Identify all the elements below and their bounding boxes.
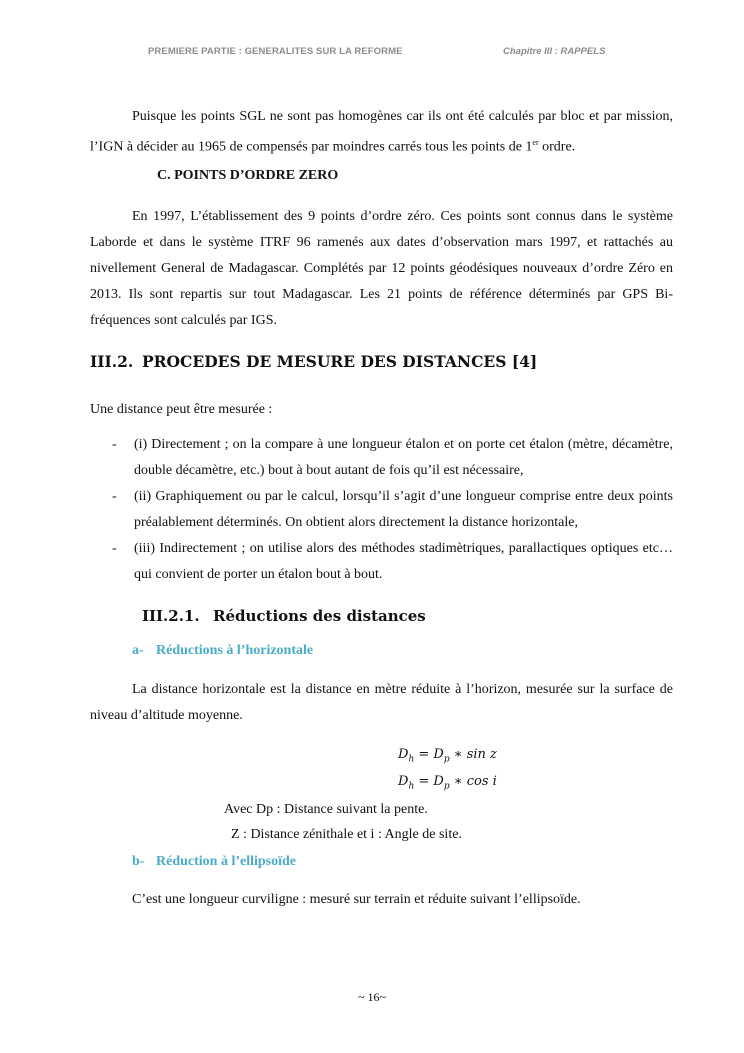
list-item <box>90 484 673 536</box>
formula-op: ∗ sin z <box>449 747 497 762</box>
measure-list <box>90 432 673 588</box>
subsection-a-heading <box>132 643 313 659</box>
intro-text: Puisque les points SGL ne sont pas homogènes car ils ont été calculés par bloc et par mission, l’IGN à décider au 1965 de compensés par moindres carrés tous les points de 1 <box>90 109 673 155</box>
intro-sup: er <box>532 138 539 147</box>
formula-op: ∗ cos i <box>449 774 497 789</box>
header-chapter: Chapitre III : RAPPELS <box>503 46 606 57</box>
formula-lhs: D <box>398 774 409 789</box>
section-3-2-number: III.2. <box>90 352 134 371</box>
section-3-2-lead: Une distance peut être mesurée : <box>90 402 273 417</box>
section-c-title: C. POINTS D’ORDRE ZERO <box>157 168 339 183</box>
list-dash: - <box>112 437 117 452</box>
list-dash: - <box>112 489 117 504</box>
formula-lhs-sub: h <box>408 781 415 792</box>
section-c-paragraph: En 1997, L’établissement des 9 points d’ordre zéro. Ces points sont connus dans le système Laborde et dans le système ITRF 96 ramenés aux dates d’observation mars 1997, et rattachés au nivellement General de Madagascar. Complétés par 12 points géodésiques nouveaux d’ordre Zéro en 2013. Ils sont repartis sur tout Madagascar. Les 21 points de référence déterminés par GPS Bi-fréquences sont calculés par IGS. <box>90 209 673 328</box>
section-3-2-heading <box>90 352 537 371</box>
section-3-2-title: PROCEDES DE MESURE DES DISTANCES [4] <box>142 352 538 371</box>
list-item-text: (ii) Graphiquement ou par le calcul, lorsqu’il s’agit d’une longueur comprise entre deux points préalablement déterminés. On obtient alors directement la distance horizontale, <box>134 489 673 530</box>
formula-rhs: D <box>433 774 444 789</box>
formula-sin <box>398 747 497 765</box>
subsection-b-heading <box>132 854 296 870</box>
subsection-a-title: Réductions à l’horizontale <box>156 643 314 658</box>
page-number: ~ 16~ <box>358 990 386 1004</box>
list-item <box>90 536 673 588</box>
subsection-b-label: b- <box>132 854 145 869</box>
formula-eq: = <box>414 747 434 762</box>
page-header <box>0 46 744 60</box>
formula-cos <box>398 774 497 792</box>
formula-rhs-sub: p <box>443 781 450 792</box>
formula-rhs-sub: p <box>443 754 450 765</box>
formula-lhs-sub: h <box>408 754 415 765</box>
list-dash: - <box>112 541 117 556</box>
definition-z-i: Z : Distance zénithale et i : Angle de site. <box>231 827 462 842</box>
subsection-a-paragraph: La distance horizontale est la distance en mètre réduite à l’horizon, mesurée sur la surface de niveau d’altitude moyenne. <box>90 682 673 723</box>
subsection-b-title: Réduction à l’ellipsoïde <box>156 854 297 869</box>
list-item-text: (i) Directement ; on la compare à une longueur étalon et on porte cet étalon (mètre, décamètre, double décamètre, etc.) bout à bout autant de fois qu’il est nécessaire, <box>134 437 673 478</box>
section-3-2-1-number: III.2.1. <box>142 607 200 625</box>
subsection-b-paragraph: C’est une longueur curviligne : mesuré sur terrain et réduite suivant l’ellipsoïde. <box>132 892 581 907</box>
header-part: PREMIERE PARTIE : GENERALITES SUR LA REFORME <box>148 46 403 57</box>
list-item <box>90 432 673 484</box>
formula-eq: = <box>414 774 434 789</box>
subsection-a-label: a- <box>132 643 144 658</box>
formula-rhs: D <box>433 747 444 762</box>
section-3-2-1-heading <box>142 607 426 625</box>
intro-tail: ordre. <box>538 139 576 155</box>
section-3-2-1-title: Réductions des distances <box>213 607 426 625</box>
intro-paragraph <box>90 104 673 161</box>
list-item-text: (iii) Indirectement ; on utilise alors des méthodes stadimètriques, parallactiques optiques etc… qui convient de porter un étalon bout à bout. <box>134 541 673 582</box>
formula-lhs: D <box>398 747 409 762</box>
definition-dp: Avec Dp : Distance suivant la pente. <box>224 802 428 817</box>
